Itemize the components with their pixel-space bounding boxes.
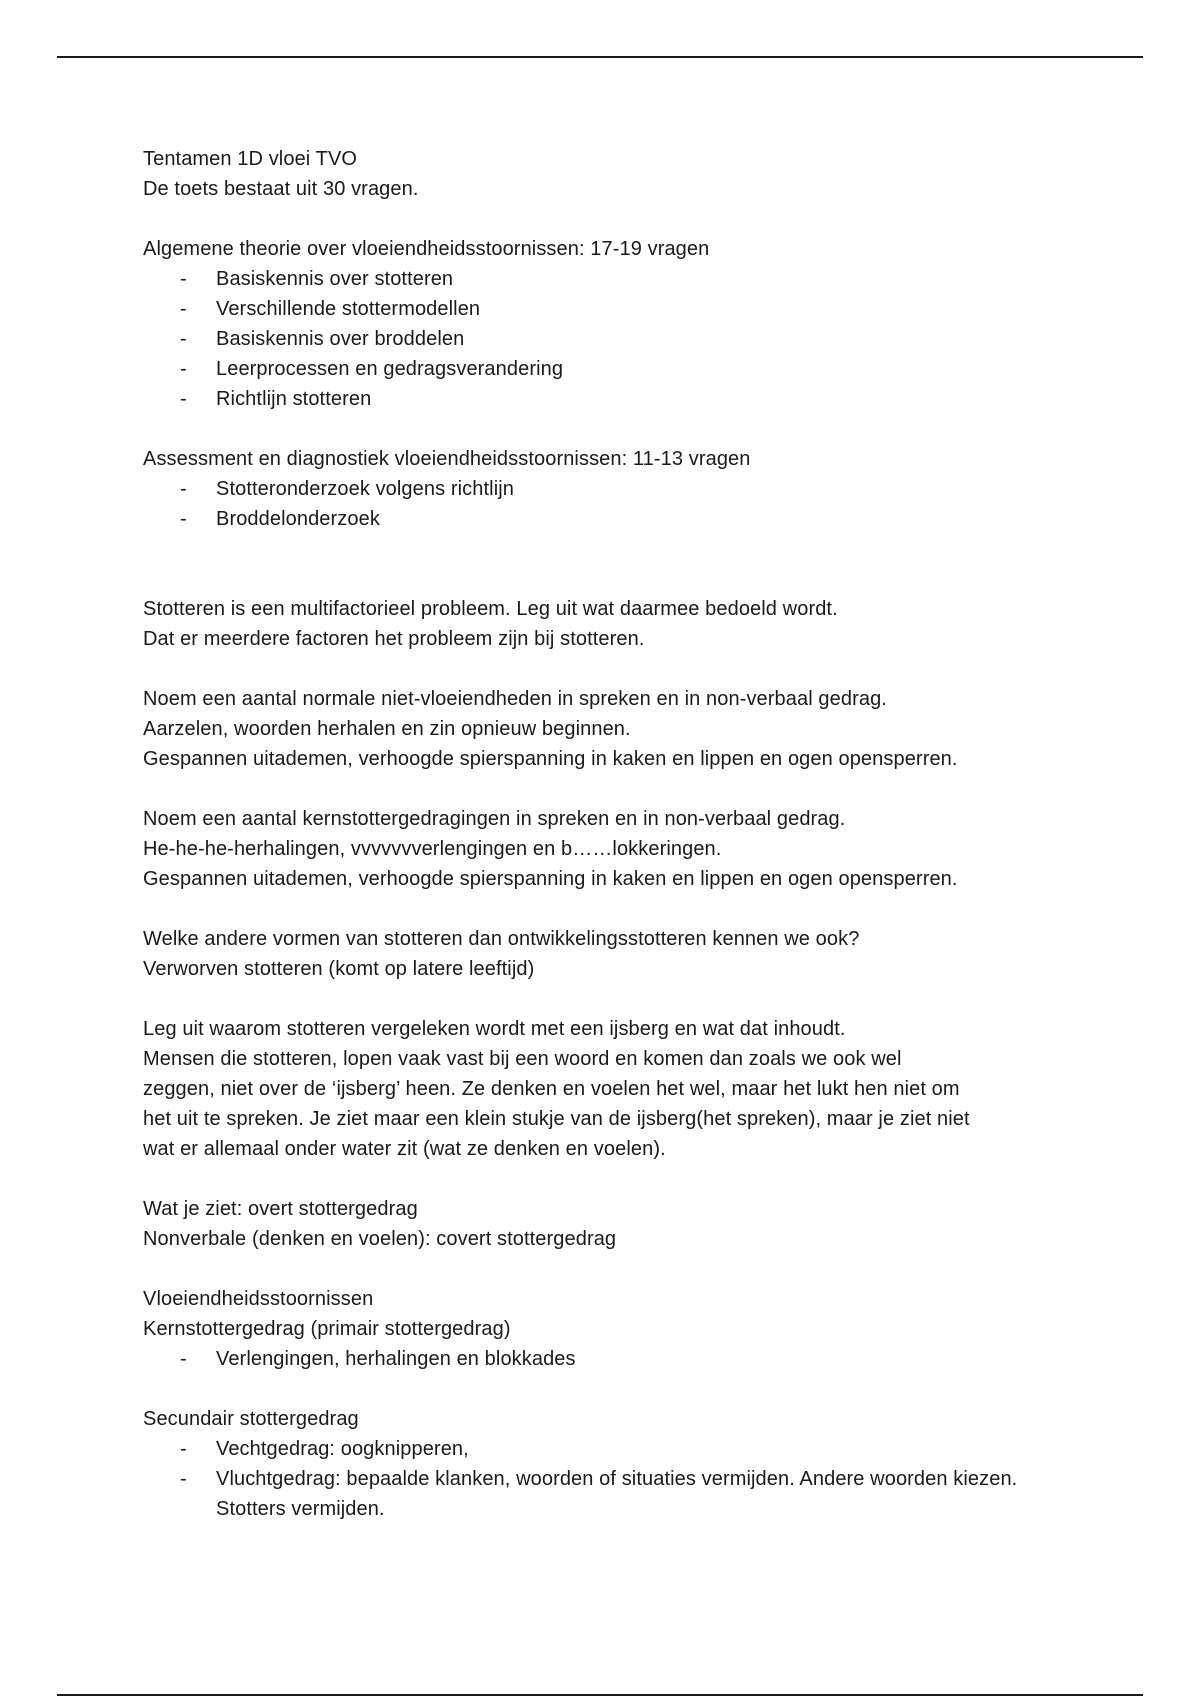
overt-behavior: Wat je ziet: overt stottergedrag <box>143 1198 418 1220</box>
list-item: - Leerprocessen en gedragsverandering <box>180 358 564 380</box>
list-item: - Vechtgedrag: oogknipperen, <box>180 1438 469 1460</box>
list-item: - Vluchtgedrag: bepaalde klanken, woorden of situaties vermijden. Andere woorden kiezen. Stotters vermijden. <box>180 1468 1018 1520</box>
list-item: - Basiskennis over stotteren <box>180 268 454 290</box>
assessment-list <box>143 474 1083 534</box>
qa-block <box>143 924 1083 984</box>
list-item: - Basiskennis over broddelen <box>180 328 465 350</box>
answer: wat er allemaal onder water zit (wat ze denken en voelen). <box>143 1138 666 1160</box>
answer: He-he-he-herhalingen, vvvvvvverlengingen en b……lokkeringen. <box>143 838 722 860</box>
answer: Mensen die stotteren, lopen vaak vast bij een woord en komen dan zoals we ook wel <box>143 1048 902 1070</box>
assessment-heading: Assessment en diagnostiek vloeiendheidsstoornissen: 11-13 vragen <box>143 448 751 470</box>
answer: zeggen, niet over de ‘ijsberg’ heen. Ze denken en voelen het wel, maar het lukt hen niet om <box>143 1078 960 1100</box>
list-item: - Stotteronderzoek volgens richtlijn <box>180 478 514 500</box>
header-rule <box>57 56 1143 58</box>
covert-behavior: Nonverbale (denken en voelen): covert stottergedrag <box>143 1228 617 1250</box>
answer: het uit te spreken. Je ziet maar een klein stukje van de ijsberg(het spreken), maar je ziet niet <box>143 1108 970 1130</box>
list-item: - Richtlijn stotteren <box>180 388 372 410</box>
list-item: - Broddelonderzoek <box>180 508 380 530</box>
answer: Verworven stotteren (komt op latere leeftijd) <box>143 958 535 980</box>
answer: Gespannen uitademen, verhoogde spierspanning in kaken en lippen en ogen opensperren. <box>143 748 958 770</box>
question: Welke andere vormen van stotteren dan ontwikkelingsstotteren kennen we ook? <box>143 928 860 950</box>
question: Noem een aantal kernstottergedragingen in spreken en in non-verbaal gedrag. <box>143 808 846 830</box>
answer: Aarzelen, woorden herhalen en zin opnieuw beginnen. <box>143 718 631 740</box>
qa-block <box>143 684 1083 774</box>
document-subtitle: De toets bestaat uit 30 vragen. <box>143 178 419 200</box>
document-title: Tentamen 1D vloei TVO <box>143 148 358 170</box>
theory-heading: Algemene theorie over vloeiendheidsstoornissen: 17-19 vragen <box>143 238 710 260</box>
theory-list <box>143 264 1083 414</box>
footer-rule <box>57 1694 1143 1696</box>
list-item: - Verlengingen, herhalingen en blokkades <box>180 1348 576 1370</box>
qa-block <box>143 594 1083 654</box>
question: Noem een aantal normale niet-vloeiendheden in spreken en in non-verbaal gedrag. <box>143 688 887 710</box>
answer: Dat er meerdere factoren het probleem zijn bij stotteren. <box>143 628 645 650</box>
answer: Gespannen uitademen, verhoogde spierspanning in kaken en lippen en ogen opensperren. <box>143 868 958 890</box>
question: Leg uit waarom stotteren vergeleken wordt met een ijsberg en wat dat inhoudt. <box>143 1018 846 1040</box>
qa-block <box>143 804 1083 894</box>
list-item: - Verschillende stottermodellen <box>180 298 481 320</box>
secondary-behavior-heading: Secundair stottergedrag <box>143 1408 359 1430</box>
secondary-behavior-list <box>143 1434 1083 1524</box>
document-body <box>143 144 1083 1524</box>
qa-block <box>143 1014 1083 1164</box>
fluency-heading: Vloeiendheidsstoornissen <box>143 1288 374 1310</box>
core-behavior-list <box>143 1344 1083 1374</box>
question: Stotteren is een multifactorieel probleem. Leg uit wat daarmee bedoeld wordt. <box>143 598 838 620</box>
core-behavior-heading: Kernstottergedrag (primair stottergedrag) <box>143 1318 511 1340</box>
